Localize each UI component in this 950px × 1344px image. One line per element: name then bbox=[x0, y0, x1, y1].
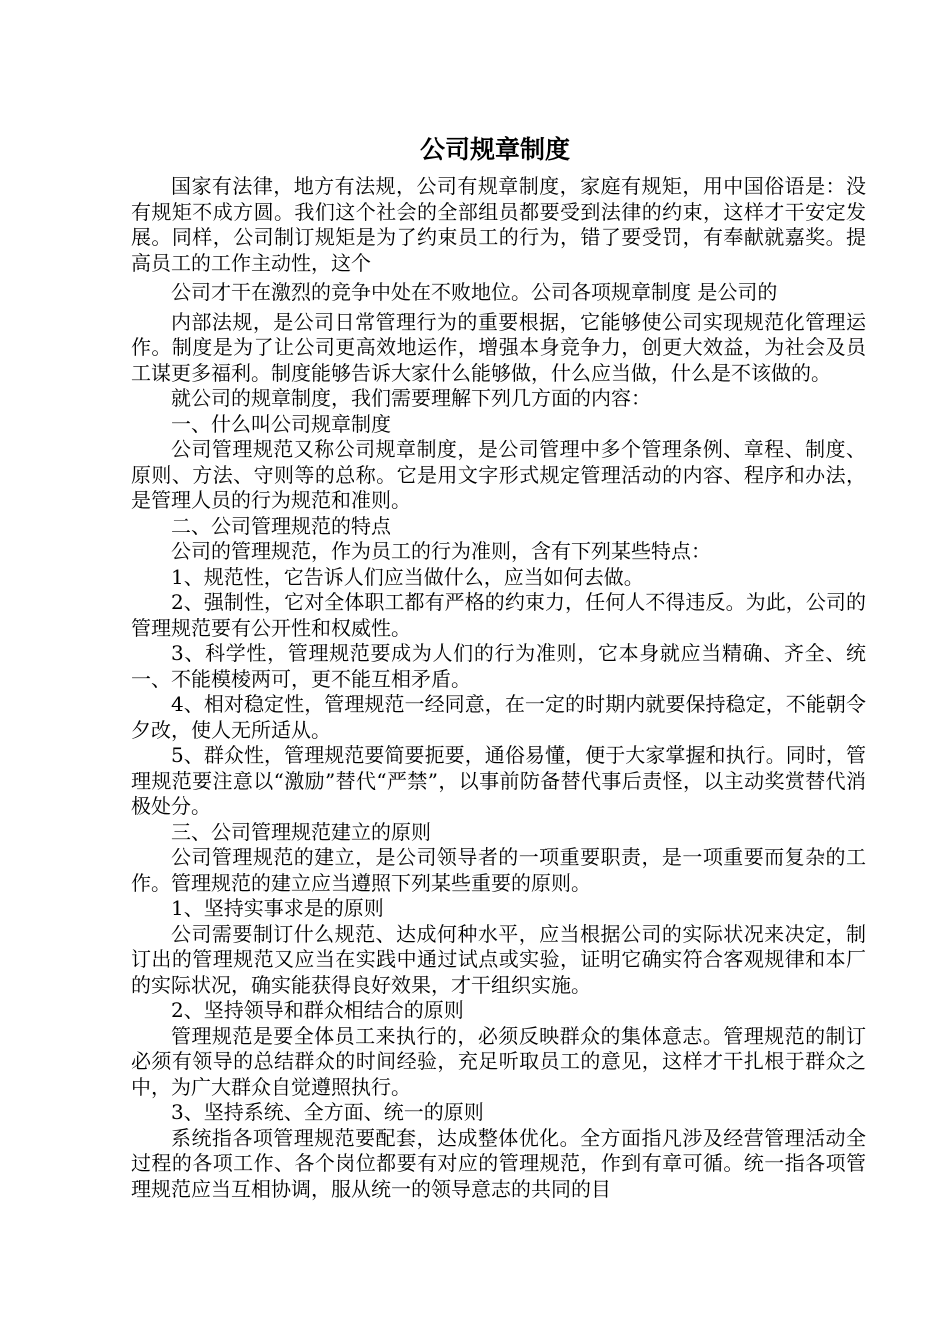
paragraph: 系统指各项管理规范要配套，达成整体优化。全方面指凡涉及经营管理活动全过程的各项工作、各个岗位都要有对应的管理规范，作到有章可循。统一指各项管理规范应当互相协调，服从统一的领导意志的共同的目 bbox=[131, 1125, 866, 1201]
document-title: 公司规章制度 bbox=[419, 135, 570, 164]
list-item: 4、相对稳定性，管理规范一经同意，在一定的时期内就要保持稳定，不能朝令夕改，使人无所适从。 bbox=[131, 692, 866, 742]
section-heading-3: 三、公司管理规范建立的原则 bbox=[171, 819, 431, 844]
principle-heading: 3、坚持系统、全方面、统一的原则 bbox=[171, 1100, 484, 1124]
section-heading-1: 一、什么叫公司规章制度 bbox=[171, 411, 391, 436]
section-heading-2: 二、公司管理规范的特点 bbox=[171, 513, 391, 538]
paragraph-intro: 国家有法律，地方有法规，公司有规章制度，家庭有规矩，用中国俗语是：没有规矩不成方圆。我们这个社会的全部组员都要受到法律的约束，这样才干安定发展。同样，公司制订规矩是为了约束员工的行为，错了要受罚，有奉献就嘉奖。提高员工的工作主动性，这个 bbox=[131, 174, 866, 275]
paragraph: 公司管理规范又称公司规章制度，是公司管理中多个管理条例、章程、制度、原则、方法、守则等的总称。它是用文字形式规定管理活动的内容、程序和办法，是管理人员的行为规范和准则。 bbox=[131, 437, 866, 512]
list-item: 1、规范性，它告诉人们应当做什么，应当如何去做。 bbox=[171, 564, 644, 589]
principle-heading: 2、坚持领导和群众相结合的原则 bbox=[171, 998, 464, 1022]
document-body bbox=[131, 174, 866, 1202]
list-item: 3、科学性，管理规范要成为人们的行为准则，它本身就应当精确、齐全、统一、不能模棱两可，更不能互相矛盾。 bbox=[131, 641, 866, 691]
list-item: 2、强制性，它对全体职工都有严格的约束力，任何人不得违反。为此，公司的管理规范要有公开性和权威性。 bbox=[131, 590, 866, 640]
paragraph: 管理规范是要全体员工来执行的，必须反映群众的集体意志。管理规范的制订必须有领导的总结群众的时间经验，充足听取员工的意见，这样才干扎根于群众之中，为广大群众自觉遵照执行。 bbox=[131, 1023, 866, 1099]
paragraph: 公司的管理规范，作为员工的行为准则，含有下列某些特点： bbox=[171, 539, 711, 563]
principle-heading: 1、坚持实事求是的原则 bbox=[171, 896, 384, 920]
list-item: 5、群众性，管理规范要简要扼要，通俗易懂，便于大家掌握和执行。同时，管理规范要注意以“激励”替代“严禁”，以事前防备替代事后责怪，以主动奖赏替代消极处分。 bbox=[131, 743, 866, 818]
paragraph-intro-definition: 内部法规，是公司日常管理行为的重要根据，它能够使公司实现规范化管理运作。制度是为了让公司更高效地运作，增强本身竞争力，创更大效益，为社会及员工谋更多福利。制度能够告诉大家什么能够做，什么应当做，什么是不该做的。 bbox=[131, 309, 866, 385]
paragraph: 公司需要制订什么规范、达成何种水平，应当根据公司的实际状况来决定，制订出的管理规范又应当在实践中通过试点或实验，证明它确实符合客观规律和本厂的实际状况，确实能获得良好效果，才干组织实施。 bbox=[131, 921, 866, 997]
paragraph-intro-continued: 公司才干在激烈的竞争中处在不败地位。公司各项规章制度 是公司的 bbox=[171, 280, 778, 304]
paragraph: 公司管理规范的建立，是公司领导者的一项重要职责，是一项重要而复杂的工作。管理规范的建立应当遵照下列某些重要的原则。 bbox=[131, 845, 866, 895]
paragraph-lead-in: 就公司的规章制度，我们需要理解下列几方面的内容： bbox=[171, 386, 651, 410]
